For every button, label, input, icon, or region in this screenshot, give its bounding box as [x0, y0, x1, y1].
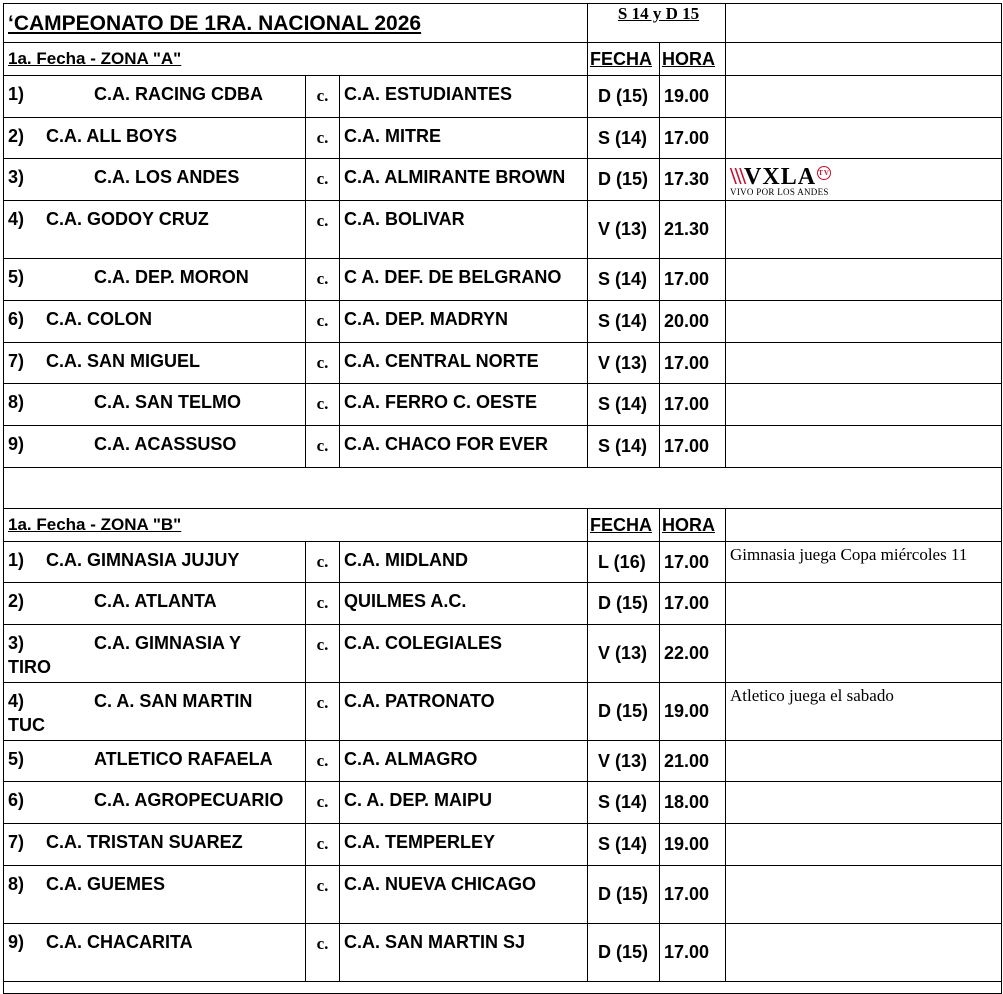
- match-date: S (14): [588, 824, 660, 866]
- match-date: V (13): [588, 741, 660, 782]
- versus-marker: c.: [306, 583, 340, 625]
- match-date: S (14): [588, 259, 660, 301]
- match-note: [726, 741, 1002, 782]
- match-note: [726, 426, 1002, 468]
- title-spacer: [726, 4, 1002, 43]
- away-team-cell: C.A. SAN MARTIN SJ: [340, 924, 588, 982]
- column-header-hora: HORA: [660, 43, 726, 76]
- match-number: 8): [8, 392, 25, 412]
- match-time: 19.00: [660, 683, 726, 741]
- match-number: 1): [8, 84, 25, 104]
- away-team-cell: C. A. DEP. MAIPU: [340, 782, 588, 824]
- note-text: Gimnasia juega Copa miércoles 11: [730, 545, 968, 564]
- home-team: C.A. RACING CDBA: [94, 84, 264, 104]
- home-team: C.A. GODOY CRUZ: [46, 209, 209, 229]
- table-row: [4, 683, 1002, 741]
- versus-marker: c.: [306, 824, 340, 866]
- home-team: C.A. COLON: [46, 309, 153, 329]
- match-note: [726, 625, 1002, 683]
- home-team-cell: [4, 583, 306, 625]
- match-number: 4): [8, 209, 25, 229]
- home-team-cell: [4, 782, 306, 824]
- column-header-hora: HORA: [660, 509, 726, 542]
- table-row: [4, 924, 1002, 982]
- match-time: 20.00: [660, 301, 726, 343]
- match-note: [726, 259, 1002, 301]
- table-row: [4, 76, 1002, 118]
- table-row: [4, 542, 1002, 583]
- versus-marker: c.: [306, 683, 340, 741]
- home-team-line2: TUC: [8, 715, 45, 735]
- column-header-fecha: FECHA: [588, 43, 660, 76]
- table-row: [4, 782, 1002, 824]
- match-time: 22.00: [660, 625, 726, 683]
- versus-marker: c.: [306, 741, 340, 782]
- table-row: [4, 343, 1002, 384]
- home-team-line2: TIRO: [8, 657, 51, 677]
- versus-marker: c.: [306, 301, 340, 343]
- home-team: C.A. ALL BOYS: [46, 126, 178, 146]
- home-team: C.A. GUEMES: [46, 874, 166, 894]
- table-row: [4, 201, 1002, 259]
- page-title: ‘CAMPEONATO DE 1RA. NACIONAL 2026: [4, 4, 588, 43]
- versus-marker: c.: [306, 542, 340, 583]
- match-note: [726, 782, 1002, 824]
- match-number: 2): [8, 126, 25, 146]
- column-header-fecha: FECHA: [588, 509, 660, 542]
- match-number: 6): [8, 790, 25, 810]
- away-team-cell: C.A. FERRO C. OESTE: [340, 384, 588, 426]
- versus-marker: c.: [306, 866, 340, 924]
- away-team-cell: C.A. CHACO FOR EVER: [340, 426, 588, 468]
- home-team: ATLETICO RAFAELA: [94, 749, 273, 769]
- match-note: [726, 118, 1002, 159]
- match-time: 19.00: [660, 76, 726, 118]
- match-time: 17.00: [660, 343, 726, 384]
- match-date: D (15): [588, 583, 660, 625]
- zone-heading: 1a. Fecha - ZONA "A": [4, 43, 588, 76]
- match-time: 17.00: [660, 924, 726, 982]
- home-team-cell: [4, 159, 306, 201]
- match-number: 3): [8, 633, 25, 653]
- match-note: [726, 824, 1002, 866]
- home-team-cell: [4, 301, 306, 343]
- match-number: 1): [8, 550, 25, 570]
- away-team-cell: C.A. MIDLAND: [340, 542, 588, 583]
- home-team-cell: [4, 201, 306, 259]
- zone-header-row: [4, 43, 1002, 76]
- home-team-cell: [4, 259, 306, 301]
- away-team-cell: C.A. BOLIVAR: [340, 201, 588, 259]
- vxla-tv-badge: TV: [817, 166, 831, 180]
- match-note: [726, 201, 1002, 259]
- home-team-cell: [4, 118, 306, 159]
- match-number: 5): [8, 267, 25, 287]
- zone-separator: [4, 468, 1002, 509]
- table-row: [4, 118, 1002, 159]
- versus-marker: c.: [306, 384, 340, 426]
- match-note: [726, 866, 1002, 924]
- column-header-notes: [726, 43, 1002, 76]
- zone-heading: 1a. Fecha - ZONA "B": [4, 509, 588, 542]
- home-team: C.A. AGROPECUARIO: [94, 790, 284, 810]
- away-team-cell: C.A. DEP. MADRYN: [340, 301, 588, 343]
- match-note: [726, 301, 1002, 343]
- home-team: C.A. CHACARITA: [46, 932, 193, 952]
- home-team: C.A. DEP. MORON: [94, 267, 249, 287]
- match-number: 7): [8, 351, 25, 371]
- away-team-cell: QUILMES A.C.: [340, 583, 588, 625]
- away-team-cell: C.A. CENTRAL NORTE: [340, 343, 588, 384]
- table-row: [4, 426, 1002, 468]
- home-team-cell: [4, 866, 306, 924]
- match-time: 17.00: [660, 259, 726, 301]
- note-text: Atletico juega el sabado: [730, 686, 894, 705]
- match-number: 8): [8, 874, 25, 894]
- match-date: V (13): [588, 201, 660, 259]
- versus-marker: c.: [306, 259, 340, 301]
- table-row: [4, 259, 1002, 301]
- match-number: 5): [8, 749, 25, 769]
- match-date: V (13): [588, 343, 660, 384]
- match-time: 17.00: [660, 583, 726, 625]
- home-team: C.A. SAN MIGUEL: [46, 351, 201, 371]
- match-time: 17.00: [660, 384, 726, 426]
- vxla-mark: [730, 166, 831, 188]
- home-team-cell: [4, 683, 306, 741]
- home-team: C.A. GIMNASIA Y: [94, 633, 242, 653]
- table-row: [4, 741, 1002, 782]
- home-team-cell: [4, 384, 306, 426]
- match-date: S (14): [588, 384, 660, 426]
- versus-marker: c.: [306, 782, 340, 824]
- versus-marker: c.: [306, 118, 340, 159]
- match-time: 19.00: [660, 824, 726, 866]
- match-note: [726, 343, 1002, 384]
- match-note: [726, 542, 1002, 583]
- table-row: [4, 824, 1002, 866]
- away-team-cell: C.A. NUEVA CHICAGO: [340, 866, 588, 924]
- away-team-cell: C.A. ALMIRANTE BROWN: [340, 159, 588, 201]
- trailing-row: [4, 982, 1002, 994]
- match-number: 2): [8, 591, 25, 611]
- match-number: 7): [8, 832, 25, 852]
- match-time: 17.00: [660, 542, 726, 583]
- vxla-wordmark: VXLA: [744, 164, 817, 190]
- away-team-cell: C A. DEF. DE BELGRANO: [340, 259, 588, 301]
- table-row: [4, 625, 1002, 683]
- match-number: 6): [8, 309, 25, 329]
- home-team-cell: [4, 343, 306, 384]
- title-dates: S 14 y D 15: [588, 4, 726, 43]
- versus-marker: c.: [306, 76, 340, 118]
- versus-marker: c.: [306, 426, 340, 468]
- away-team-cell: C.A. PATRONATO: [340, 683, 588, 741]
- away-team-cell: C.A. ALMAGRO: [340, 741, 588, 782]
- match-note: [726, 384, 1002, 426]
- versus-marker: c.: [306, 159, 340, 201]
- away-team-cell: C.A. TEMPERLEY: [340, 824, 588, 866]
- vxla-slashes-icon: \\\: [730, 164, 745, 190]
- versus-marker: c.: [306, 924, 340, 982]
- match-date: D (15): [588, 159, 660, 201]
- match-date: S (14): [588, 301, 660, 343]
- match-time: 17.00: [660, 866, 726, 924]
- match-date: S (14): [588, 782, 660, 824]
- title-row: [4, 4, 1002, 43]
- match-time: 17.00: [660, 118, 726, 159]
- away-team-cell: C.A. MITRE: [340, 118, 588, 159]
- versus-marker: c.: [306, 625, 340, 683]
- match-date: D (15): [588, 866, 660, 924]
- vxla-logo: [730, 166, 831, 197]
- zone-header-row: [4, 509, 1002, 542]
- zone-separator-row: [4, 468, 1002, 509]
- versus-marker: c.: [306, 343, 340, 384]
- home-team-cell: [4, 741, 306, 782]
- table-row: [4, 159, 1002, 201]
- table-row: [4, 583, 1002, 625]
- match-number: 3): [8, 167, 25, 187]
- home-team: C.A. LOS ANDES: [94, 167, 240, 187]
- home-team: C.A. SAN TELMO: [94, 392, 242, 412]
- home-team-cell: [4, 426, 306, 468]
- table-row: [4, 866, 1002, 924]
- match-time: 18.00: [660, 782, 726, 824]
- match-number: 4): [8, 691, 25, 711]
- table-row: [4, 301, 1002, 343]
- match-date: L (16): [588, 542, 660, 583]
- away-team-cell: C.A. ESTUDIANTES: [340, 76, 588, 118]
- match-note: [726, 76, 1002, 118]
- away-team-cell: C.A. COLEGIALES: [340, 625, 588, 683]
- vxla-tagline: VIVO POR LOS ANDES: [730, 187, 829, 197]
- match-date: D (15): [588, 76, 660, 118]
- column-header-notes: [726, 509, 1002, 542]
- home-team: C.A. TRISTAN SUAREZ: [46, 832, 243, 852]
- home-team-cell: [4, 625, 306, 683]
- match-date: S (14): [588, 118, 660, 159]
- home-team-cell: [4, 924, 306, 982]
- fixture-table: [3, 3, 1002, 994]
- match-time: 17.30: [660, 159, 726, 201]
- home-team-cell: [4, 824, 306, 866]
- match-note: [726, 924, 1002, 982]
- match-number: 9): [8, 434, 25, 454]
- table-row: [4, 384, 1002, 426]
- home-team: C. A. SAN MARTIN: [94, 691, 253, 711]
- match-note: [726, 683, 1002, 741]
- match-number: 9): [8, 932, 25, 952]
- match-time: 21.30: [660, 201, 726, 259]
- home-team: C.A. ATLANTA: [94, 591, 217, 611]
- home-team-cell: [4, 76, 306, 118]
- match-note: [726, 583, 1002, 625]
- home-team: C.A. ACASSUSO: [94, 434, 237, 454]
- match-date: S (14): [588, 426, 660, 468]
- match-date: D (15): [588, 683, 660, 741]
- trailing-cell: [4, 982, 1002, 994]
- match-date: D (15): [588, 924, 660, 982]
- home-team-cell: [4, 542, 306, 583]
- match-date: V (13): [588, 625, 660, 683]
- home-team: C.A. GIMNASIA JUJUY: [46, 550, 240, 570]
- match-time: 21.00: [660, 741, 726, 782]
- match-note: [726, 159, 1002, 201]
- match-time: 17.00: [660, 426, 726, 468]
- versus-marker: c.: [306, 201, 340, 259]
